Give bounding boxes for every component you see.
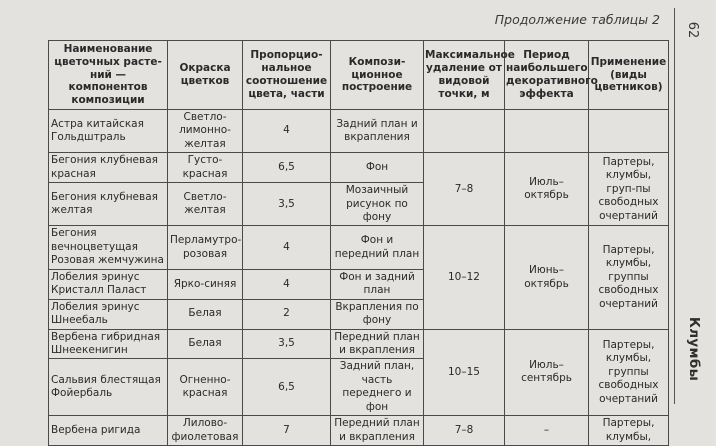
color-ratio: 4 bbox=[243, 109, 331, 152]
flower-color: Перламутро-розовая bbox=[168, 226, 243, 269]
application: Партеры, клумбы, груп-пы свободных очертаний bbox=[589, 153, 669, 226]
distance-cell-empty bbox=[424, 109, 505, 152]
header-period: Период наибольшего декоративного эффекта bbox=[505, 41, 589, 110]
application: Партеры, клумбы, bbox=[589, 416, 669, 446]
composition: Задний план, часть переднего и фон bbox=[331, 359, 424, 416]
color-ratio: 3,5 bbox=[243, 183, 331, 226]
max-distance: 7–8 bbox=[424, 416, 505, 446]
header-distance: Максимальное удаление от видовой точки, м bbox=[424, 41, 505, 110]
composition: Задний план и вкрапления bbox=[331, 109, 424, 152]
color-ratio: 4 bbox=[243, 269, 331, 299]
decorative-period: Июль–сентябрь bbox=[505, 329, 589, 416]
max-distance: 10–15 bbox=[424, 329, 505, 416]
plant-name: Лобелия эринус Шнеебаль bbox=[49, 299, 168, 329]
table-row bbox=[49, 153, 669, 183]
flower-color: Огненно-красная bbox=[168, 359, 243, 416]
header-ratio: Пропорцио-нальное соотношение цвета, части bbox=[243, 41, 331, 110]
color-ratio: 2 bbox=[243, 299, 331, 329]
header-composition: Компози-ционное построение bbox=[331, 41, 424, 110]
period-cell-empty bbox=[505, 109, 589, 152]
header-use: Применение (виды цветников) bbox=[589, 41, 669, 110]
color-ratio: 4 bbox=[243, 226, 331, 269]
max-distance: 7–8 bbox=[424, 153, 505, 226]
application: Партеры, клумбы, группы свободных очертаний bbox=[589, 226, 669, 329]
plant-name: Вербена гибридная Шнеекенигин bbox=[49, 329, 168, 359]
composition: Мозаичный рисунок по фону bbox=[331, 183, 424, 226]
margin-rule bbox=[674, 8, 675, 404]
table-row bbox=[49, 329, 669, 359]
flower-color: Белая bbox=[168, 299, 243, 329]
plant-name: Астра китайская Гольдштраль bbox=[49, 109, 168, 152]
use-cell-empty bbox=[589, 109, 669, 152]
color-ratio: 7 bbox=[243, 416, 331, 446]
page-number: 62 bbox=[685, 21, 701, 39]
flower-color: Ярко-синяя bbox=[168, 269, 243, 299]
flower-color: Лилово-фиолетовая bbox=[168, 416, 243, 446]
table-row bbox=[49, 226, 669, 269]
plant-name: Бегония клубневая желтая bbox=[49, 183, 168, 226]
color-ratio: 6,5 bbox=[243, 359, 331, 416]
table-header-row bbox=[49, 41, 669, 110]
plant-name: Вербена ригида bbox=[49, 416, 168, 446]
composition: Фон bbox=[331, 153, 424, 183]
plants-table bbox=[48, 40, 669, 446]
decorative-period: Июль–октябрь bbox=[505, 153, 589, 226]
flower-color: Светло-лимонно-желтая bbox=[168, 109, 243, 152]
max-distance: 10–12 bbox=[424, 226, 505, 329]
color-ratio: 3,5 bbox=[243, 329, 331, 359]
composition: Фон и задний план bbox=[331, 269, 424, 299]
flower-color: Густо-красная bbox=[168, 153, 243, 183]
plant-name: Бегония клубневая красная bbox=[49, 153, 168, 183]
composition: Вкрапления по фону bbox=[331, 299, 424, 329]
flower-color: Светло-желтая bbox=[168, 183, 243, 226]
plant-name: Лобелия эринус Кристалл Паласт bbox=[49, 269, 168, 299]
flower-color: Белая bbox=[168, 329, 243, 359]
table-row bbox=[49, 109, 669, 152]
plant-name: Сальвия блестящая Фойербаль bbox=[49, 359, 168, 416]
table-continuation-caption: Продолжение таблицы 2 bbox=[494, 12, 660, 27]
plant-name: Бегония вечноцветущая Розовая жемчужина bbox=[49, 226, 168, 269]
composition: Передний план и вкрапления bbox=[331, 416, 424, 446]
composition: Передний план и вкрапления bbox=[331, 329, 424, 359]
section-title: Клумбы bbox=[686, 316, 702, 382]
header-flower-color: Окраска цветков bbox=[168, 41, 243, 110]
decorative-period: Июнь–октябрь bbox=[505, 226, 589, 329]
header-name: Наименование цветочных расте-ний — компонентов композиции bbox=[49, 41, 168, 110]
decorative-period: – bbox=[505, 416, 589, 446]
table-row bbox=[49, 416, 669, 446]
application: Партеры, клумбы, группы свободных очертаний bbox=[589, 329, 669, 416]
color-ratio: 6,5 bbox=[243, 153, 331, 183]
composition: Фон и передний план bbox=[331, 226, 424, 269]
